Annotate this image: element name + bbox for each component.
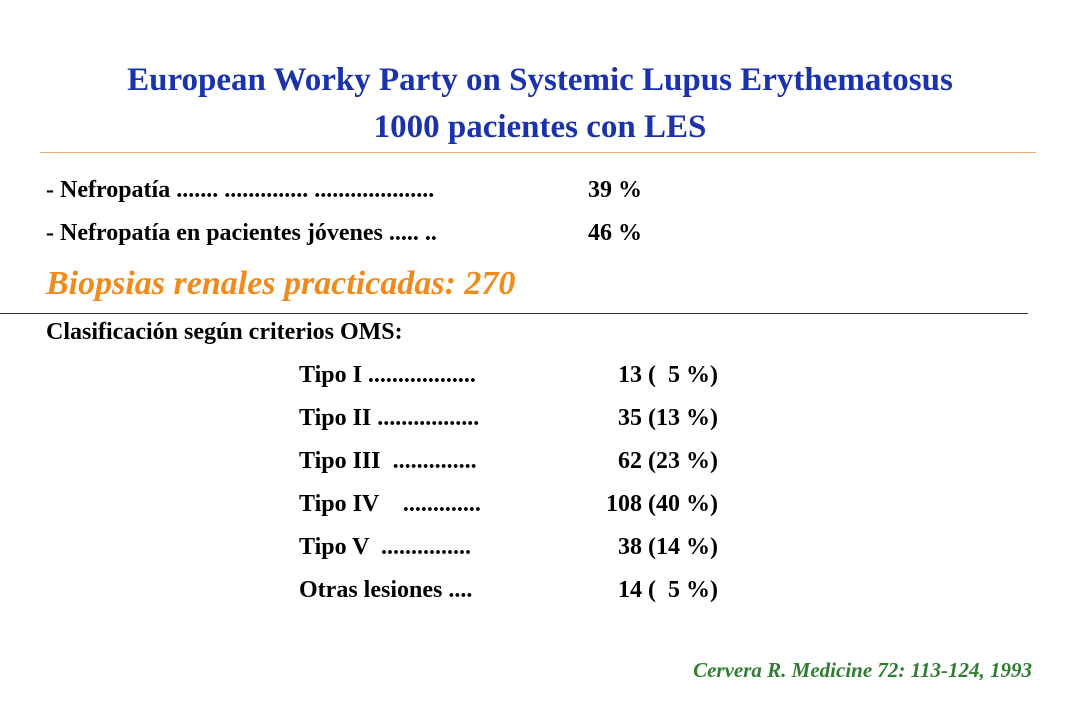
stat-nefropatia-jovenes-value: 46 % bbox=[588, 220, 642, 246]
citation: Cervera R. Medicine 72: 113-124, 1993 bbox=[693, 658, 1032, 682]
otras-lesiones-value: 14 ( 5 %) bbox=[618, 577, 718, 603]
tipo-v-label: Tipo V ............... bbox=[299, 534, 472, 560]
tipo-iii-label: Tipo III .............. bbox=[299, 448, 477, 474]
slide-title-line-2: 1000 pacientes con LES bbox=[373, 109, 707, 145]
stat-nefropatia-value: 39 % bbox=[588, 177, 642, 203]
slide-title-line-1: European Worky Party on Systemic Lupus Erythematosus bbox=[127, 62, 953, 98]
clasificacion-heading: Clasificación según criterios OMS: bbox=[46, 319, 403, 345]
tipo-iv-label: Tipo IV ............. bbox=[299, 491, 481, 517]
otras-lesiones-label: Otras lesiones .... bbox=[299, 577, 473, 603]
tipo-ii-label: Tipo II ................. bbox=[299, 405, 480, 431]
tipo-ii-value: 35 (13 %) bbox=[618, 405, 718, 431]
section-divider bbox=[0, 313, 1028, 314]
stat-nefropatia-jovenes-label: - Nefropatía en pacientes jóvenes ..... .. bbox=[46, 220, 437, 246]
biopsias-heading: Biopsias renales practicadas: 270 bbox=[46, 265, 516, 302]
tipo-iii-value: 62 (23 %) bbox=[618, 448, 718, 474]
tipo-v-value: 38 (14 %) bbox=[618, 534, 718, 560]
tipo-i-label: Tipo I .................. bbox=[299, 362, 476, 388]
stat-nefropatia-label: - Nefropatía ....... .............. .................... bbox=[46, 177, 435, 203]
tipo-iv-value: 108 (40 %) bbox=[606, 491, 718, 517]
tipo-i-value: 13 ( 5 %) bbox=[618, 362, 718, 388]
title-divider bbox=[40, 152, 1036, 153]
